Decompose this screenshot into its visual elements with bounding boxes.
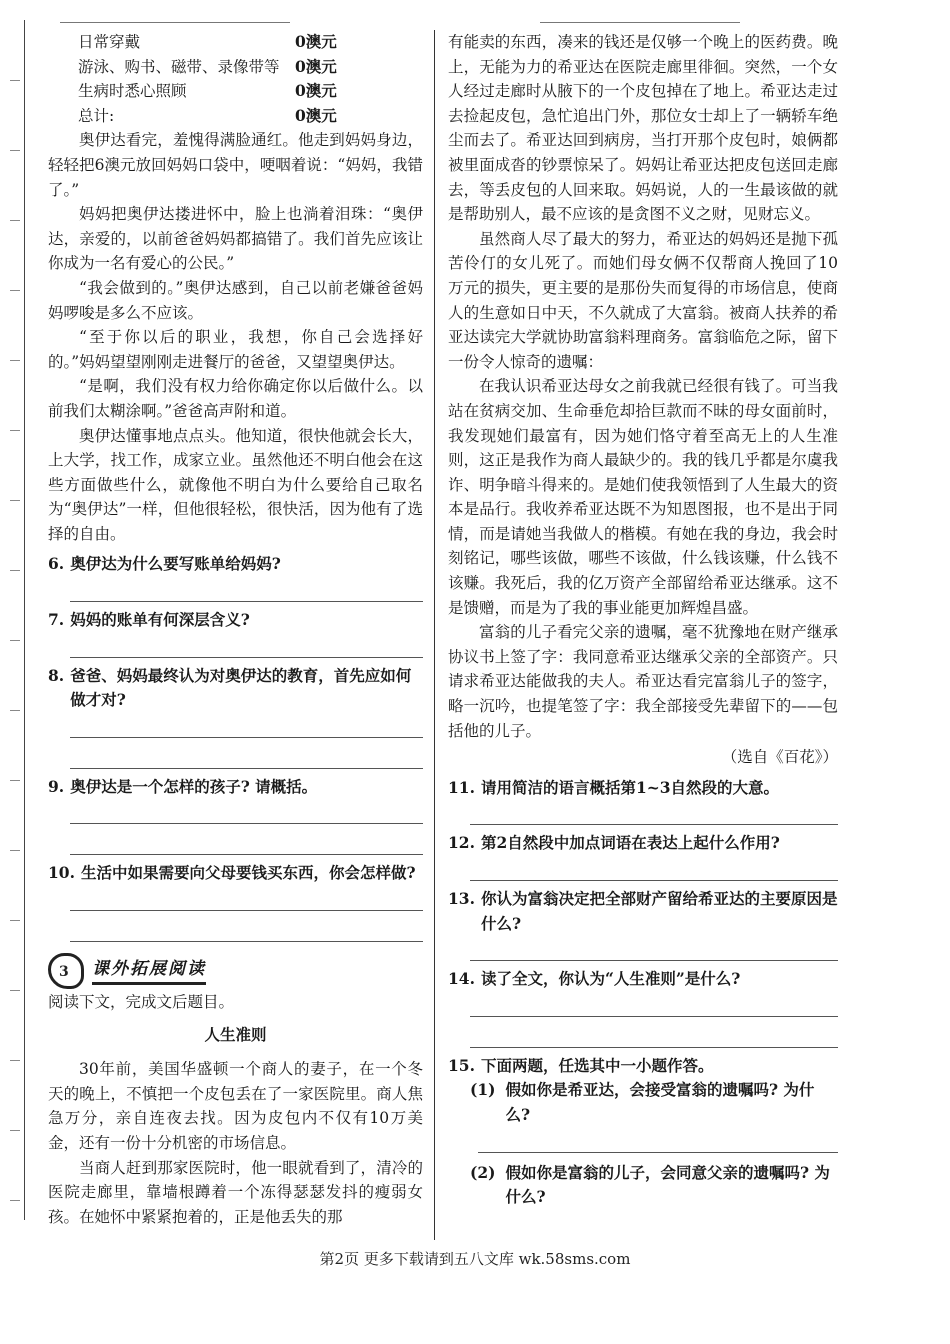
binding-margin: [6, 20, 24, 1220]
bill-item: 生病时悉心照顾: [78, 82, 187, 101]
bill-row: [48, 79, 423, 104]
question-15: 15. 下面两题，任选其中一小题作答。: [448, 1055, 714, 1075]
answer-line[interactable]: [470, 992, 838, 1017]
question-14: 14. 读了全文，你认为“人生准则”是什么?: [448, 969, 741, 989]
bill-item: 日常穿戴: [78, 33, 141, 51]
column-divider: [434, 30, 435, 1240]
binding-line: [24, 20, 25, 1220]
bill-item: 总计:: [78, 106, 115, 125]
answer-line[interactable]: [70, 633, 423, 658]
section-header: [48, 952, 423, 990]
answer-line[interactable]: [478, 1128, 838, 1153]
bill-amount: 0澳元: [295, 56, 337, 76]
paragraph: 奥伊达懂事地点点头。他知道，很快他就会长大，上大学，找工作，成家立业。虽然他还不明白他会在这些方面做些什么，就像他不明白为什么要给自己取名为“奥伊达”一样，但他很轻松，很快活，因为他有了选择的自由。: [48, 426, 423, 543]
story-paragraph: 有能卖的东西，凑来的钱还是仅够一个晚上的医药费。晚上，无能为力的希亚达在医院走廊里徘徊。突然，一个女人经过走廊时从腋下的一个皮包掉在了地上。希亚达走过去捡起皮包，急忙追出门外，那位女士却上了一辆轿车绝尘而去了。希亚达回到病房，当打开那个皮包时，娘俩都被里面成沓的钞票惊呆了。妈妈让希亚达把皮包送回走廊去，等丢皮包的人回来取。妈妈说，人的一生最该做的就是帮助别人，最不应该的是贪图不义之财，见财忘义。: [448, 33, 838, 224]
page-footer: 第2页 更多下载请到五八文库 wk.58sms.com: [319, 1250, 631, 1268]
story-paragraph: 30年前，美国华盛顿一个商人的妻子，在一个冬天的晚上，不慎把一个皮包丢在了一家医院里。商人焦急万分，亲自连夜去找。因为皮包内不仅有10万美金，还有一份十分机密的市场信息。: [48, 1060, 423, 1152]
bill-amount: 0澳元: [295, 105, 337, 125]
story-paragraph: 虽然商人尽了最大的努力，希亚达的妈妈还是抛下孤苦伶仃的女儿死了。而她们母女俩不仅帮商人挽回了10万元的损失，更主要的是那份失而复得的市场信息，使商人的生意如日中天，不久就成了大富翁。被商人扶养的希亚达读完大学就协助富翁料理商务。富翁临危之际，留下一份令人惊奇的遗嘱：: [448, 229, 838, 371]
paragraph: “是啊，我们没有权力给你确定你以后做什么。以前我们太糊涂啊。”爸爸高声附和道。: [48, 377, 423, 420]
answer-line[interactable]: [70, 917, 423, 942]
question-8: 8. 爸爸、妈妈最终认为对奥伊达的教育，首先应如何做才对?: [48, 665, 412, 710]
question-9: 9. 奥伊达是一个怎样的孩子? 请概括。: [48, 776, 318, 796]
bill-row: [48, 104, 423, 129]
top-rule-right: [540, 22, 740, 23]
question-11: 11. 请用简洁的语言概括第1~3自然段的大意。: [448, 777, 780, 797]
paragraph: “我会做到的。”奥伊达感到，自己以前老嫌爸爸妈妈啰唆是多么不应该。: [48, 278, 423, 322]
answer-line[interactable]: [470, 800, 838, 825]
story-title: 人生准则: [204, 1024, 267, 1044]
question-12: 12. 第2自然段中加点词语在表达上起什么作用?: [448, 833, 780, 853]
answer-line[interactable]: [70, 713, 423, 738]
section-title: 课外拓展阅读: [92, 957, 206, 986]
bill-amount: 0澳元: [295, 81, 337, 101]
answer-line[interactable]: [70, 830, 423, 855]
answer-line[interactable]: [70, 799, 423, 824]
answer-line[interactable]: [470, 936, 838, 961]
answer-line[interactable]: [470, 856, 838, 881]
bill-row: [48, 55, 423, 80]
answer-line[interactable]: [70, 886, 423, 911]
left-column: [48, 30, 423, 1229]
story-paragraph: 富翁的儿子看完父亲的遗嘱，毫不犹豫地在财产继承协议书上签了字：我同意希亚达继承父亲的全部资产。只请求希亚达能做我的夫人。希亚达看完富翁儿子的签字，略一沉吟，也提笔签了字：我全部接受先辈留下的——包括他的儿子。: [448, 623, 838, 740]
top-rule-left: [60, 22, 290, 23]
sub-question-1: (1) 假如你是希亚达，会接受富翁的遗嘱吗? 为什么?: [470, 1080, 815, 1124]
paragraph: 妈妈把奥伊达搂进怀中，脸上也淌着泪珠：“奥伊达，亲爱的，以前爸爸妈妈都搞错了。我们首先应该让你成为一名有爱心的公民。”: [48, 205, 423, 273]
question-13: 13. 你认为富翁决定把全部财产留给希亚达的主要原因是什么?: [448, 889, 838, 933]
bill-item: 游泳、购书、磁带、录像带等: [78, 57, 280, 76]
story-paragraph: 当商人赶到那家医院时，他一眼就看到了，清冷的医院走廊里，靠墙根蹲着一个冻得瑟瑟发抖的瘦弱女孩。在她怀中紧紧抱着的，正是他丢失的那: [48, 1158, 423, 1226]
bill-amount: 0澳元: [295, 32, 337, 51]
right-column: [448, 30, 838, 1210]
bill-table: [48, 30, 423, 128]
question-6: 6. 奥伊达为什么要写账单给妈妈?: [48, 554, 281, 574]
source-citation: （选自《百花》）: [721, 748, 838, 767]
sub-question-2: (2) 假如你是富翁的儿子，会同意父亲的遗嘱吗? 为什么?: [470, 1162, 830, 1207]
answer-line[interactable]: [70, 744, 423, 769]
will-paragraph: 在我认识希亚达母女之前我就已经很有钱了。可当我站在贫病交加、生命垂危却拾巨款而不昧的母女面前时，我发现她们最富有，因为她们恪守着至高无上的人生准则，这正是我作为商人最缺少的。我的钱几乎都是尔虞我诈、明争暗斗得来的。是她们使我领悟到了人生最大的资本是品行。我收养希亚达既不为知恩图报，也不是出于同情，而是请她当我做人的楷模。有她在我的身边，我会时刻铭记，哪些该做，哪些不该做，什么钱该赚，什么钱不该赚。我死后，我的亿万资产全部留给希亚达继承。这不是馈赠，而是为了我的事业能更加辉煌昌盛。: [448, 377, 838, 617]
instruction: 阅读下文，完成文后题目。: [48, 993, 235, 1012]
bill-row: [48, 30, 423, 55]
question-10: 10. 生活中如果需要向父母要钱买东西，你会怎样做?: [48, 863, 416, 883]
question-7: 7. 妈妈的账单有何深层含义?: [48, 610, 250, 630]
paragraph: “至于你以后的职业，我想，你自己会选择好的。”妈妈望望刚刚走进餐厅的爸爸，又望望奥伊达。: [48, 328, 423, 371]
book-icon: 3: [48, 953, 84, 989]
paragraph: 奥伊达看完，羞愧得满脸通红。他走到妈妈身边，轻轻把6澳元放回妈妈口袋中，哽咽着说：“妈妈，我错了。”: [48, 131, 423, 199]
answer-line[interactable]: [470, 1023, 838, 1048]
answer-line[interactable]: [70, 577, 423, 602]
